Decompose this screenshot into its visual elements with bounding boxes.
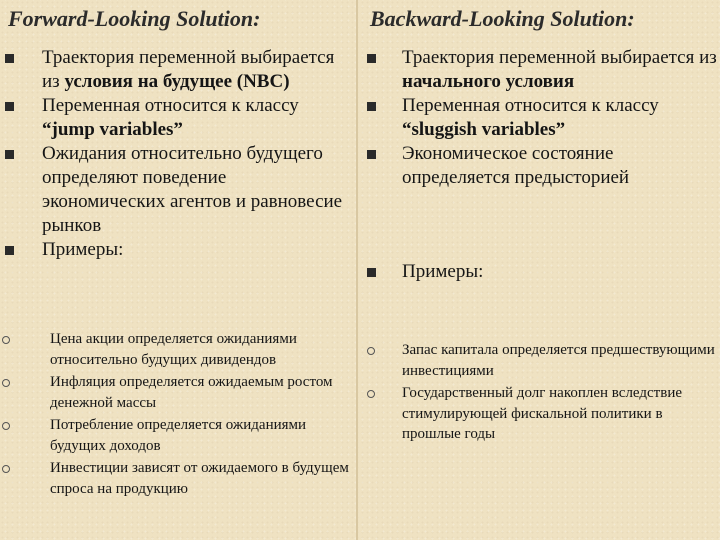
square-bullet-icon [367,102,376,111]
circle-bullet-icon [367,347,375,355]
list-item [358,46,720,94]
list-item [358,94,720,142]
example-text: Государственный долг накоплен вследствие стимулирующей фискальной политики в прошлые годы [402,385,682,442]
square-bullet-icon [5,246,14,255]
example-text: Инфляция определяется ожидаемым ростом денежной массы [50,374,333,411]
example-item [0,329,352,370]
item-text: Переменная относится к классу [402,95,659,116]
list-item [0,238,350,262]
example-text: Инвестиции зависят от ожидаемого в будущем спроса на продукцию [50,460,349,497]
example-item [358,383,720,445]
example-text: Запас капитала определяется предшествующими инвестициями [402,342,715,379]
example-text: Потребление определяется ожиданиями будущих доходов [50,417,307,454]
backward-looking-heading: Backward-Looking Solution: [370,6,635,31]
forward-examples-list [0,329,352,501]
circle-bullet-icon [2,465,10,473]
square-bullet-icon [5,54,14,63]
list-item [0,46,350,94]
item-text: Траектория переменной выбирается из [402,47,717,68]
square-bullet-icon [5,150,14,159]
item-text: Ожидания относительно будущего определяют поведение экономических агентов и равновесие рынков [42,143,343,236]
example-text: Цена акции определяется ожиданиями относительно будущих дивидендов [50,331,297,368]
item-bold-text: условия на будущее (NBC) [64,71,290,92]
list-item [0,142,350,238]
backward-examples-list [358,340,720,447]
square-bullet-icon [367,268,376,277]
example-item [358,340,720,381]
item-text: Экономическое состояние определяется предысторией [402,143,630,188]
item-bold-text: “jump variables” [42,119,183,140]
item-text: Переменная относится к классу [42,95,299,116]
item-bold-text: начального условия [402,71,575,92]
square-bullet-icon [5,102,14,111]
example-item [0,415,352,456]
item-bold-text: “sluggish variables” [402,119,566,140]
item-text: Примеры: [42,239,124,260]
example-item [0,458,352,499]
list-item [358,260,720,284]
circle-bullet-icon [2,336,10,344]
circle-bullet-icon [2,379,10,387]
list-item [358,142,720,190]
circle-bullet-icon [367,390,375,398]
square-bullet-icon [367,54,376,63]
forward-looking-heading: Forward-Looking Solution: [8,6,261,31]
example-item [0,372,352,413]
forward-main-list [0,46,350,262]
backward-main-list [358,46,720,284]
square-bullet-icon [367,150,376,159]
circle-bullet-icon [2,422,10,430]
item-text: Примеры: [402,261,484,282]
item-text: Траектория переменной выбирается из [42,47,335,92]
list-item [0,94,350,142]
